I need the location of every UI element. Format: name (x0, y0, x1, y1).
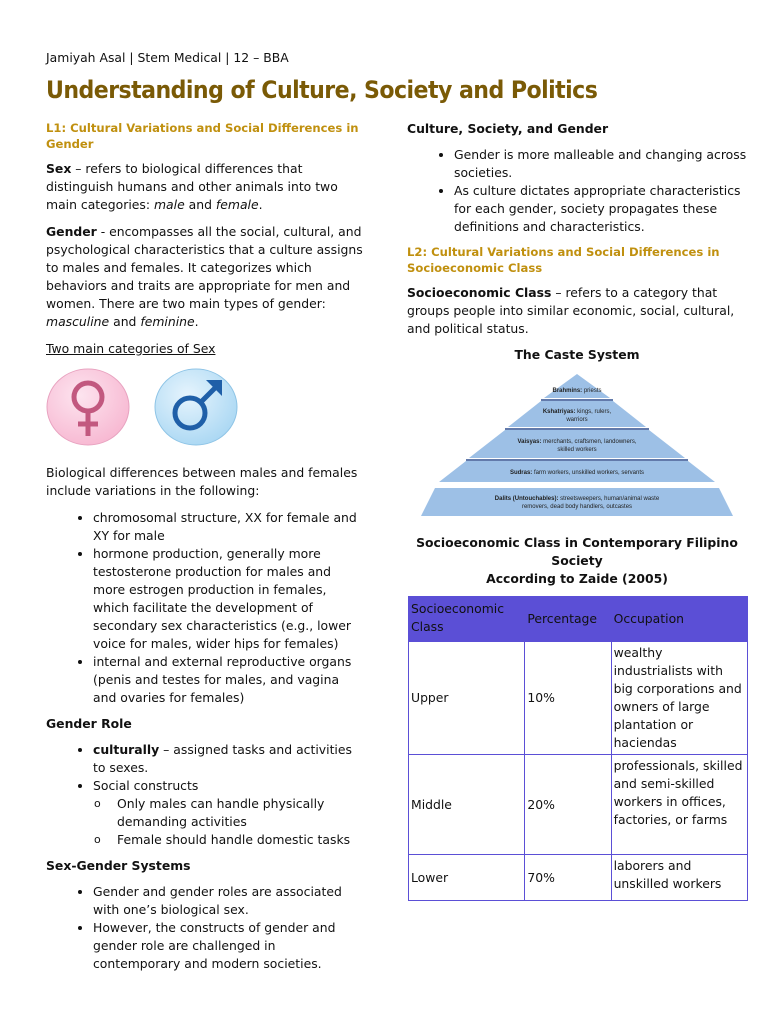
bio-list (46, 509, 364, 707)
gender-end: . (194, 314, 199, 329)
table-cell-percentage: 10% (525, 642, 611, 755)
csg-list (407, 146, 747, 236)
caste-label-line2: skilled workers (557, 447, 597, 453)
table-title-line-2: According to Zaide (2005) (486, 571, 668, 586)
list-item: • Gender and gender roles are associated with one’s biological sex. (93, 883, 364, 919)
table-cell-class: Middle (409, 755, 525, 855)
gender-def-text: - encompasses all the social, cultural, and psychological characteristics that a culture assigns to males and females. It categorizes which behaviors and traits are appropriate for men and women. There are two main types of gender: (46, 224, 363, 311)
table-cell-occupation: professionals, skilled and semi-skilled workers in offices, factories, or farms (611, 755, 747, 855)
sex-female: female (215, 197, 259, 212)
sub-list-item: o Female should handle domestic tasks (117, 831, 364, 849)
list-item: • However, the constructs of gender and gender role are challenged in contemporary and modern societies. (93, 919, 364, 973)
sub-list-item: o Only males can handle physically demanding activities (117, 795, 364, 831)
table-row (409, 855, 748, 901)
table-cell-occupation: wealthy industrialists with big corporations and owners of large plantation or haciendas (611, 642, 747, 755)
culturally-term: culturally (93, 742, 160, 757)
female-symbol-icon (46, 368, 130, 446)
gender-role-list (46, 741, 364, 849)
lesson-1-heading: L1: Cultural Variations and Social Differences in Gender (46, 121, 359, 151)
sex-male: male (153, 197, 185, 212)
list-item: • Gender is more malleable and changing across societies. (454, 146, 747, 182)
table-title-line-1: Socioeconomic Class in Contemporary Filipino Society (416, 535, 738, 568)
table-cell-percentage: 20% (525, 755, 611, 855)
page-title: Understanding of Culture, Society and Politics (46, 76, 598, 104)
right-column (407, 120, 747, 901)
table-row (409, 755, 748, 855)
table-title (407, 534, 747, 588)
table-row (409, 642, 748, 755)
gender-term: Gender (46, 224, 97, 239)
caste-label: Vaisyas: merchants, craftsmen, landowners, (517, 439, 637, 445)
gender-masculine: masculine (46, 314, 110, 329)
caste-label: Brahmins: priests (552, 388, 602, 394)
caste-label: Sudras: farm workers, unskilled workers, servants (509, 470, 645, 476)
caste-label: Dalits (Untouchables): streetsweepers, human/animal waste (494, 496, 660, 502)
sex-def-text: – refers to biological differences that distinguish humans and other animals into two main categories: (46, 161, 338, 212)
gender-and: and (109, 314, 141, 329)
list-item: • chromosomal structure, XX for female and XY for male (93, 509, 364, 545)
male-symbol-icon (154, 368, 238, 446)
caste-tier-brahmins (544, 374, 610, 398)
constructs-sublist (93, 795, 364, 849)
gender-feminine: feminine (140, 314, 195, 329)
gender-role-heading: Gender Role (46, 716, 132, 731)
bio-intro: Biological differences between males and females include variations in the following: (46, 465, 358, 498)
table-header: Socioeconomic Class (409, 597, 525, 642)
table-cell-class: Upper (409, 642, 525, 755)
culturally-def: – assigned tasks and activities to sexes. (93, 742, 352, 775)
list-item: • hormone production, generally more testosterone production for males and more estrogen production in females, which facilitate the development of secondary sex characteristics (e.g., lower voice for males, wider hips for females) (93, 545, 364, 653)
caste-title: The Caste System (514, 347, 640, 362)
table-cell-class: Lower (409, 855, 525, 901)
table-header-row (409, 597, 748, 642)
author-header: Jamiyah Asal | Stem Medical | 12 – BBA (46, 50, 289, 65)
list-item: • internal and external reproductive organs (penis and testes for males, and vagina and ovaries for females) (93, 653, 364, 707)
table-cell-occupation: laborers and unskilled workers (611, 855, 747, 901)
list-item (93, 741, 364, 777)
sex-definition (46, 160, 364, 214)
sex-term: Sex (46, 161, 72, 176)
sex-end: . (258, 197, 263, 212)
caste-label-line2: removers, dead body handlers, outcastes (521, 504, 633, 510)
list-item: • As culture dictates appropriate characteristics for each gender, society propagates these definitions and characteristics. (454, 182, 747, 236)
caste-pyramid (419, 370, 735, 520)
list-item (93, 777, 364, 849)
sex-symbols (46, 368, 364, 446)
socioeconomic-def: – refers to a category that groups people into similar economic, social, cultural, and political status. (407, 285, 735, 336)
lesson-2-heading: L2: Cultural Variations and Social Differences in Socioeconomic Class (407, 245, 720, 275)
socioeconomic-definition (407, 284, 747, 338)
caste-label-line2: warriors (566, 417, 588, 423)
left-column (46, 120, 364, 981)
two-categories-label: Two main categories of Sex (46, 341, 216, 356)
sex-and: and (184, 197, 216, 212)
table-cell-percentage: 70% (525, 855, 611, 901)
sex-gender-list (46, 883, 364, 973)
sex-gender-heading: Sex-Gender Systems (46, 858, 191, 873)
caste-tier-dalits (421, 488, 733, 516)
table-header: Percentage (525, 597, 611, 642)
social-constructs: Social constructs (93, 778, 199, 793)
socioeconomic-table (408, 596, 748, 901)
socioeconomic-term: Socioeconomic Class (407, 285, 552, 300)
culture-society-gender-heading: Culture, Society, and Gender (407, 121, 609, 136)
table-header: Occupation (611, 597, 747, 642)
caste-label: Kshatriyas: kings, rulers, (542, 409, 612, 415)
gender-definition (46, 223, 364, 331)
